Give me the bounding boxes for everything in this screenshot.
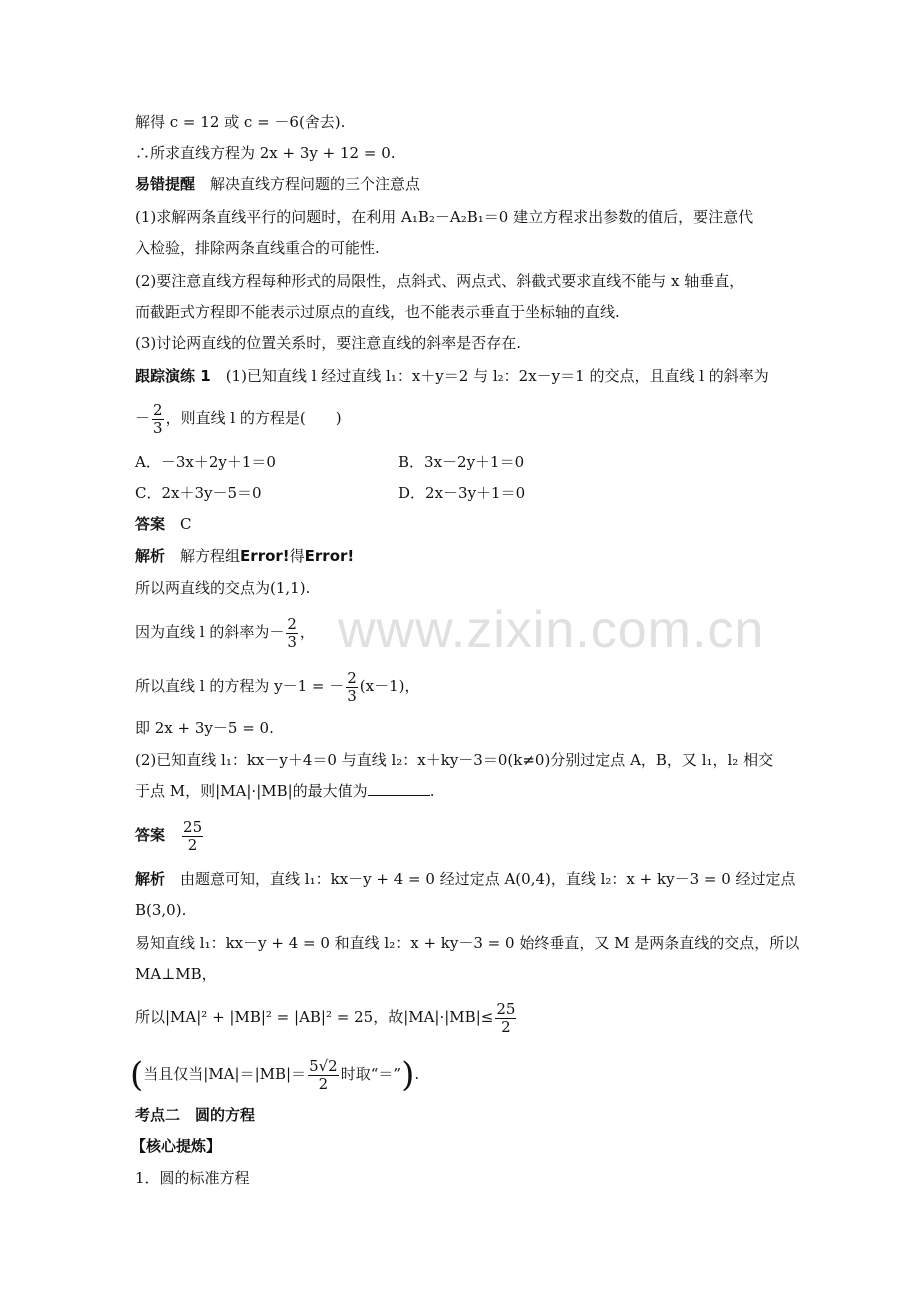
exercise-line	[135, 366, 769, 386]
text-line: 所以|MA|² + |MB|² = |AB|² = 25，故|MA|·|MB|≤	[135, 1008, 494, 1026]
text-line: (2)已知直线 l₁：kx－y＋4＝0 与直线 l₂：x＋ky－3＝0(k≠0)分别过定点 A，B，又 l₁，l₂ 相交	[135, 751, 774, 769]
option-a: A．－3x＋2y＋1＝0	[135, 453, 276, 471]
slope-line	[135, 612, 315, 652]
analysis-line	[135, 869, 796, 889]
equation-line	[135, 666, 420, 706]
text-line: 于点 M，则|MA|·|MB|的最大值为	[135, 782, 368, 800]
text-line: .	[429, 782, 435, 800]
subsection-heading: 【核心提炼】	[131, 1137, 222, 1155]
fraction	[346, 670, 358, 705]
fraction-denominator: 3	[153, 418, 163, 437]
fraction	[152, 402, 164, 437]
text-line: 当且仅当|MA|＝|MB|＝	[143, 1065, 307, 1083]
text-line: 所以直线 l 的方程为 y－1 = －	[135, 677, 345, 695]
text-line: ，则直线 l 的方程是( )	[165, 409, 342, 427]
answer-blank	[368, 781, 430, 796]
section-heading: 考点二 圆的方程	[135, 1106, 256, 1124]
option-d: D．2x－3y＋1＝0	[398, 484, 526, 502]
text-line: (3)讨论两直线的位置关系时，要注意直线的斜率是否存在.	[135, 334, 522, 352]
text-line: 因为直线 l 的斜率为－	[135, 623, 285, 641]
open-paren: (	[130, 1055, 144, 1095]
text-line: 入检验，排除两条直线重合的可能性.	[135, 239, 380, 257]
fraction-numerator: 5√2	[309, 1056, 338, 1075]
pitfall-title: 解决直线方程问题的三个注意点	[210, 175, 421, 193]
text-line: 而截距式方程即不能表示过原点的直线，也不能表示垂直于坐标轴的直线.	[135, 303, 620, 321]
text-line: 解得 c = 12 或 c = －6(舍去).	[135, 113, 346, 131]
option-b: B．3x－2y＋1＝0	[398, 453, 525, 471]
fraction-numerator: 2	[287, 614, 297, 633]
fraction-numerator: 2	[153, 400, 163, 419]
text-line: 易知直线 l₁：kx－y + 4 = 0 和直线 l₂：x + ky－3 = 0 始终垂直，又 M 是两条直线的交点，所以	[135, 934, 800, 952]
question-line	[135, 781, 434, 801]
option-c: C．2x＋3y－5＝0	[135, 484, 262, 502]
answer-line	[135, 815, 205, 855]
analysis-text: 得	[289, 547, 305, 565]
list-item: 1．圆的标准方程	[135, 1169, 250, 1187]
pitfall-label: 易错提醒	[135, 175, 196, 193]
close-paren: )	[401, 1055, 415, 1095]
text-line: MA⊥MB，	[135, 965, 217, 983]
inequality-line	[135, 997, 518, 1037]
answer-label: 答案	[135, 515, 166, 533]
analysis-text: 解方程组	[180, 547, 241, 565]
equality-condition-line	[130, 1052, 419, 1096]
error-text: Error!	[304, 547, 355, 565]
analysis-text: 由题意可知，直线 l₁：kx－y + 4 = 0 经过定点 A(0,4)，直线 l₂：x + ky－3 = 0 经过定点	[180, 870, 796, 888]
text-line: B(3,0).	[135, 901, 187, 919]
text-line: 即 2x + 3y－5 = 0.	[135, 719, 274, 737]
text-line: (1)求解两条直线平行的问题时，在利用 A₁B₂－A₂B₁＝0 建立方程求出参数的值后，要注意代	[135, 208, 754, 226]
slope-line	[135, 398, 342, 438]
watermark: www.zixin.com.cn	[338, 601, 765, 659]
fraction-denominator: 2	[501, 1017, 511, 1036]
text-line: (2)要注意直线方程每种形式的局限性，点斜式、两点式、斜截式要求直线不能与 x 轴垂直，	[135, 272, 745, 290]
minus-sign: －	[135, 409, 151, 427]
fraction-denominator: 3	[347, 686, 357, 705]
text-line: ，	[299, 623, 315, 641]
text-line: .	[414, 1065, 420, 1083]
exercise-text: (1)已知直线 l 经过直线 l₁：x＋y＝2 与 l₂：2x－y＝1 的交点，且直线 l 的斜率为	[225, 367, 769, 385]
analysis-label: 解析	[135, 870, 166, 888]
analysis-label: 解析	[135, 547, 166, 565]
fraction-numerator: 2	[347, 668, 357, 687]
analysis-line	[135, 546, 354, 566]
fraction	[182, 819, 203, 854]
answer-value: C	[180, 515, 192, 533]
text-line: ∴所求直线方程为 2x + 3y + 12 = 0.	[135, 144, 396, 162]
answer-label: 答案	[135, 826, 166, 844]
text-line: 时取“＝”	[340, 1065, 402, 1083]
exercise-label: 跟踪演练 1	[135, 367, 211, 385]
pitfall-heading-line	[135, 174, 420, 194]
text-line: (x－1)，	[359, 677, 420, 695]
fraction	[286, 616, 298, 651]
answer-line	[135, 514, 192, 534]
fraction-numerator: 25	[183, 817, 203, 836]
fraction-numerator: 25	[496, 999, 516, 1018]
fraction-denominator: 2	[318, 1074, 329, 1093]
fraction	[495, 1001, 516, 1036]
fraction	[308, 1058, 339, 1093]
error-text: Error!	[240, 547, 290, 565]
text-line: 所以两直线的交点为(1,1).	[135, 579, 311, 597]
fraction-denominator: 2	[187, 835, 198, 854]
fraction-denominator: 3	[287, 632, 297, 651]
